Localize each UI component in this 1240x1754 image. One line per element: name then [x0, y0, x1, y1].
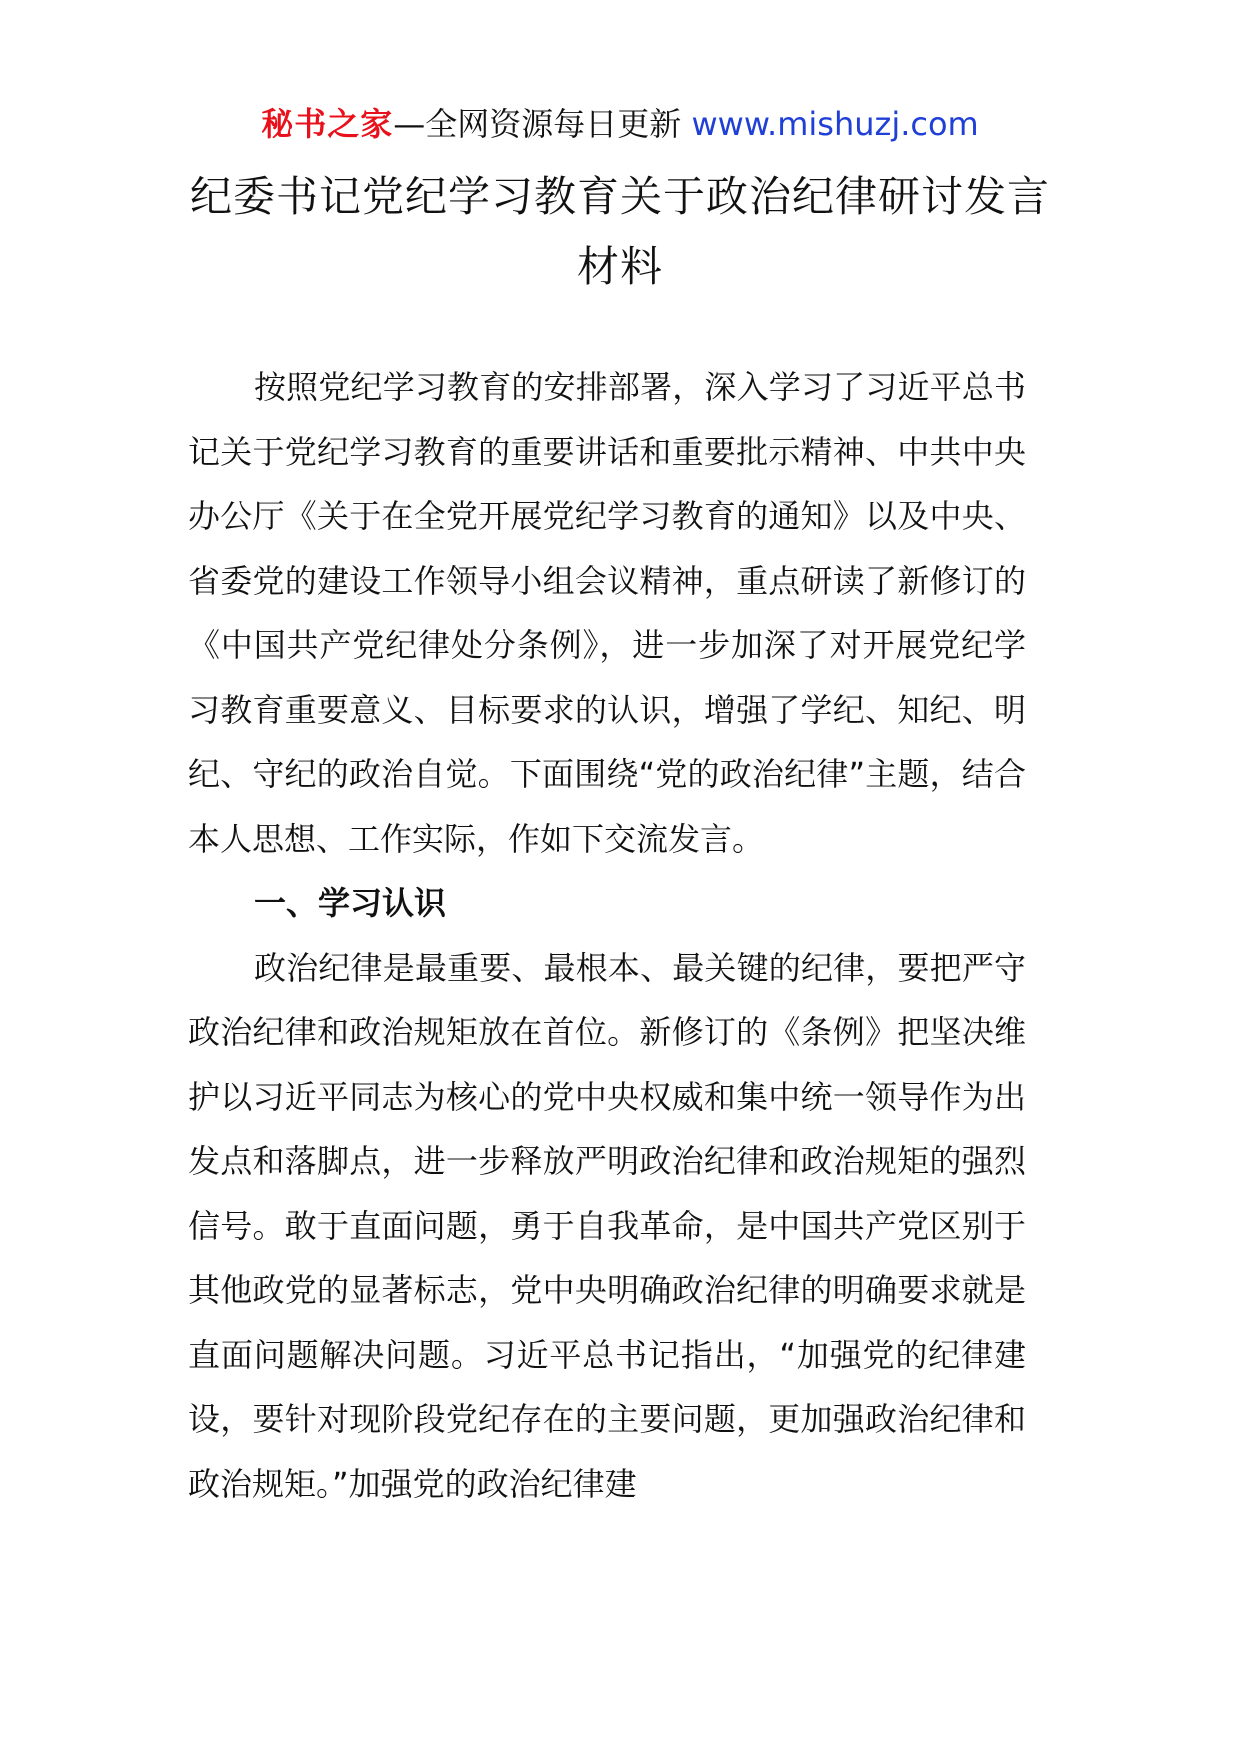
section-heading: 一、学习认识: [254, 884, 447, 922]
document-title: 纪委书记党纪学习教育关于政治纪律研讨发言材料: [189, 172, 1050, 291]
document-body: [188, 355, 1026, 1516]
site-header: [0, 100, 1240, 148]
brand-name: 秘书之家: [261, 105, 394, 143]
section-paragraph: 政治纪律是最重要、最根本、最关键的纪律，要把严守政治纪律和政治规矩放在首位。新修订的《条例》把坚决维护以习近平同志为核心的党中央权威和集中统一领导作为出发点和落脚点，进一步释放严明政治纪律和政治规矩的强烈信号。敢于直面问题，勇于自我革命，是中国共产党区别于其他政党的显著标志，党中央明确政治纪律的明确要求就是直面问题解决问题。习近平总书记指出，“加强党的纪律建设，要针对现阶段党纪存在的主要问题，更加强政治纪律和政治规矩。”加强党的政治纪律建: [188, 948, 1026, 1503]
header-tagline: —全网资源每日更新: [393, 105, 682, 143]
site-url-link[interactable]: www.mishuzj.com: [691, 105, 979, 143]
intro-paragraph: 按照党纪学习教育的安排部署，深入学习了习近平总书记关于党纪学习教育的重要讲话和重要批示精神、中共中央办公厅《关于在全党开展党纪学习教育的通知》以及中央、省委党的建设工作领导小组会议精神，重点研读了新修订的《中国共产党纪律处分条例》，进一步加深了对开展党纪学习教育重要意义、目标要求的认识，增强了学纪、知纪、明纪、守纪的政治自觉。下面围绕“党的政治纪律”主题，结合本人思想、工作实际，作如下交流发言。: [188, 368, 1026, 858]
